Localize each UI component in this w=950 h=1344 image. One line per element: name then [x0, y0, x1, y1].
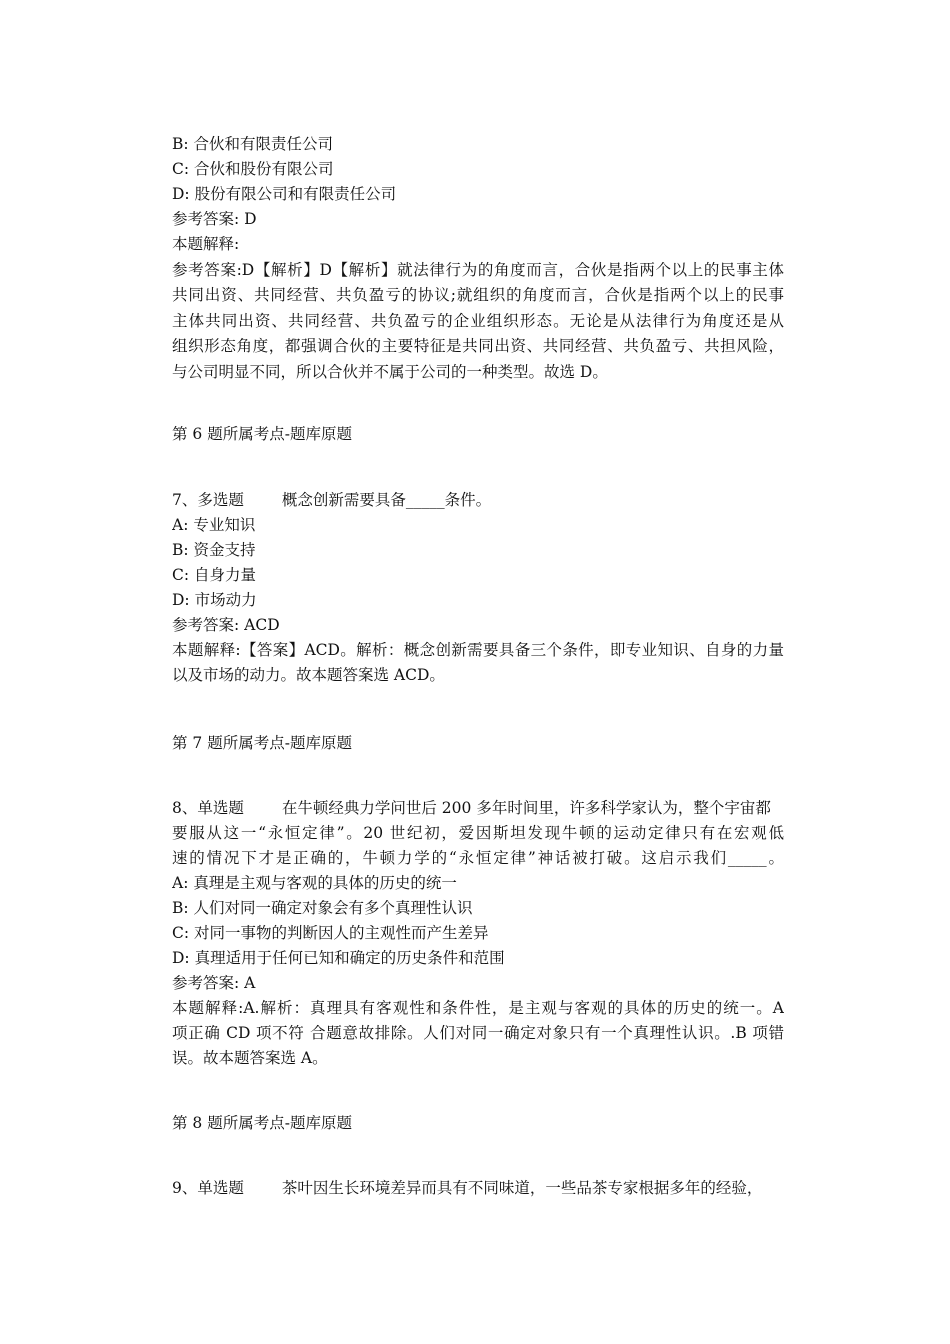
q6-explanation-line: 参考答案:D【解析】D【解析】就法律行为的角度而言，合伙是指两个以上的民事主体: [172, 261, 784, 279]
q7-stem-line: [172, 488, 784, 513]
q8-explanation-line: 误。故本题答案选 A。: [172, 1049, 328, 1067]
q6-explanation-label: 本题解释:: [172, 235, 240, 253]
q8-type-label: 8、单选题: [172, 799, 244, 817]
q8-stem: 在牛顿经典力学问世后 200 多年时间里，许多科学家认为，整个宇宙都: [281, 799, 771, 817]
q8-stem-line: 要服从这一“永恒定律”。20 世纪初，爱因斯坦发现牛顿的运动定律只有在宏观低: [172, 824, 784, 842]
q8-source: 第 8 题所属考点-题库原题: [172, 1114, 352, 1132]
q7-option-a: A: 专业知识: [172, 516, 256, 534]
q6-answer: 参考答案: D: [172, 210, 257, 228]
q7-answer: 参考答案: ACD: [172, 616, 280, 634]
q8-option-c: C: 对同一事物的判断因人的主观性而产生差异: [172, 924, 489, 942]
q8-option-a: A: 真理是主观与客观的具体的历史的统一: [172, 874, 457, 892]
q9-type-label: 9、单选题: [172, 1179, 244, 1197]
q9-stem: 茶叶因生长环境差异而具有不同味道，一些品茶专家根据多年的经验，: [281, 1179, 763, 1197]
q6-option-b: B: 合伙和有限责任公司: [172, 135, 334, 153]
q6-explanation-line: 组织形态角度，都强调合伙的主要特征是共同出资、共同经营、共负盈亏、共担风险，: [172, 337, 784, 355]
q8-option-d: D: 真理适用于任何已知和确定的历史条件和范围: [172, 949, 505, 967]
q8-option-b: B: 人们对同一确定对象会有多个真理性认识: [172, 899, 473, 917]
q7-option-c: C: 自身力量: [172, 566, 257, 584]
q6-option-c: C: 合伙和股份有限公司: [172, 160, 334, 178]
q7-type-label: 7、多选题: [172, 491, 244, 509]
q8-explanation-line: 本题解释:A.解析：真理具有客观性和条件性，是主观与客观的具体的历史的统一。A: [172, 999, 784, 1017]
q7-explanation-line: 本题解释:【答案】ACD。解析：概念创新需要具备三个条件，即专业知识、自身的力量: [172, 641, 784, 659]
q9-stem-line: [172, 1176, 784, 1201]
q8-stem-line: 速的情况下才是正确的，牛顿力学的“永恒定律”神话被打破。这启示我们_____。: [172, 849, 784, 867]
q7-option-b: B: 资金支持: [172, 541, 256, 559]
q7-source: 第 7 题所属考点-题库原题: [172, 734, 352, 752]
q6-option-d: D: 股份有限公司和有限责任公司: [172, 185, 397, 203]
q8-answer: 参考答案: A: [172, 974, 256, 992]
q6-explanation-line: 主体共同出资、共同经营、共负盈亏的企业组织形态。无论是从法律行为角度还是从: [172, 312, 784, 330]
q7-option-d: D: 市场动力: [172, 591, 257, 609]
q7-stem: 概念创新需要具备_____条件。: [281, 491, 492, 509]
q6-explanation-line: 与公司明显不同，所以合伙并不属于公司的一种类型。故选 D。: [172, 363, 608, 381]
q8-explanation-line: 项正确 CD 项不符 合题意故排除。人们对同一确定对象只有一个真理性认识。.B 项错: [172, 1024, 784, 1042]
q6-source: 第 6 题所属考点-题库原题: [172, 425, 352, 443]
q8-stem-line: [172, 796, 784, 821]
q7-explanation-line: 以及市场的动力。故本题答案选 ACD。: [172, 666, 445, 684]
q6-explanation-line: 共同出资、共同经营、共负盈亏的协议;就组织的角度而言，合伙是指两个以上的民事: [172, 286, 784, 304]
